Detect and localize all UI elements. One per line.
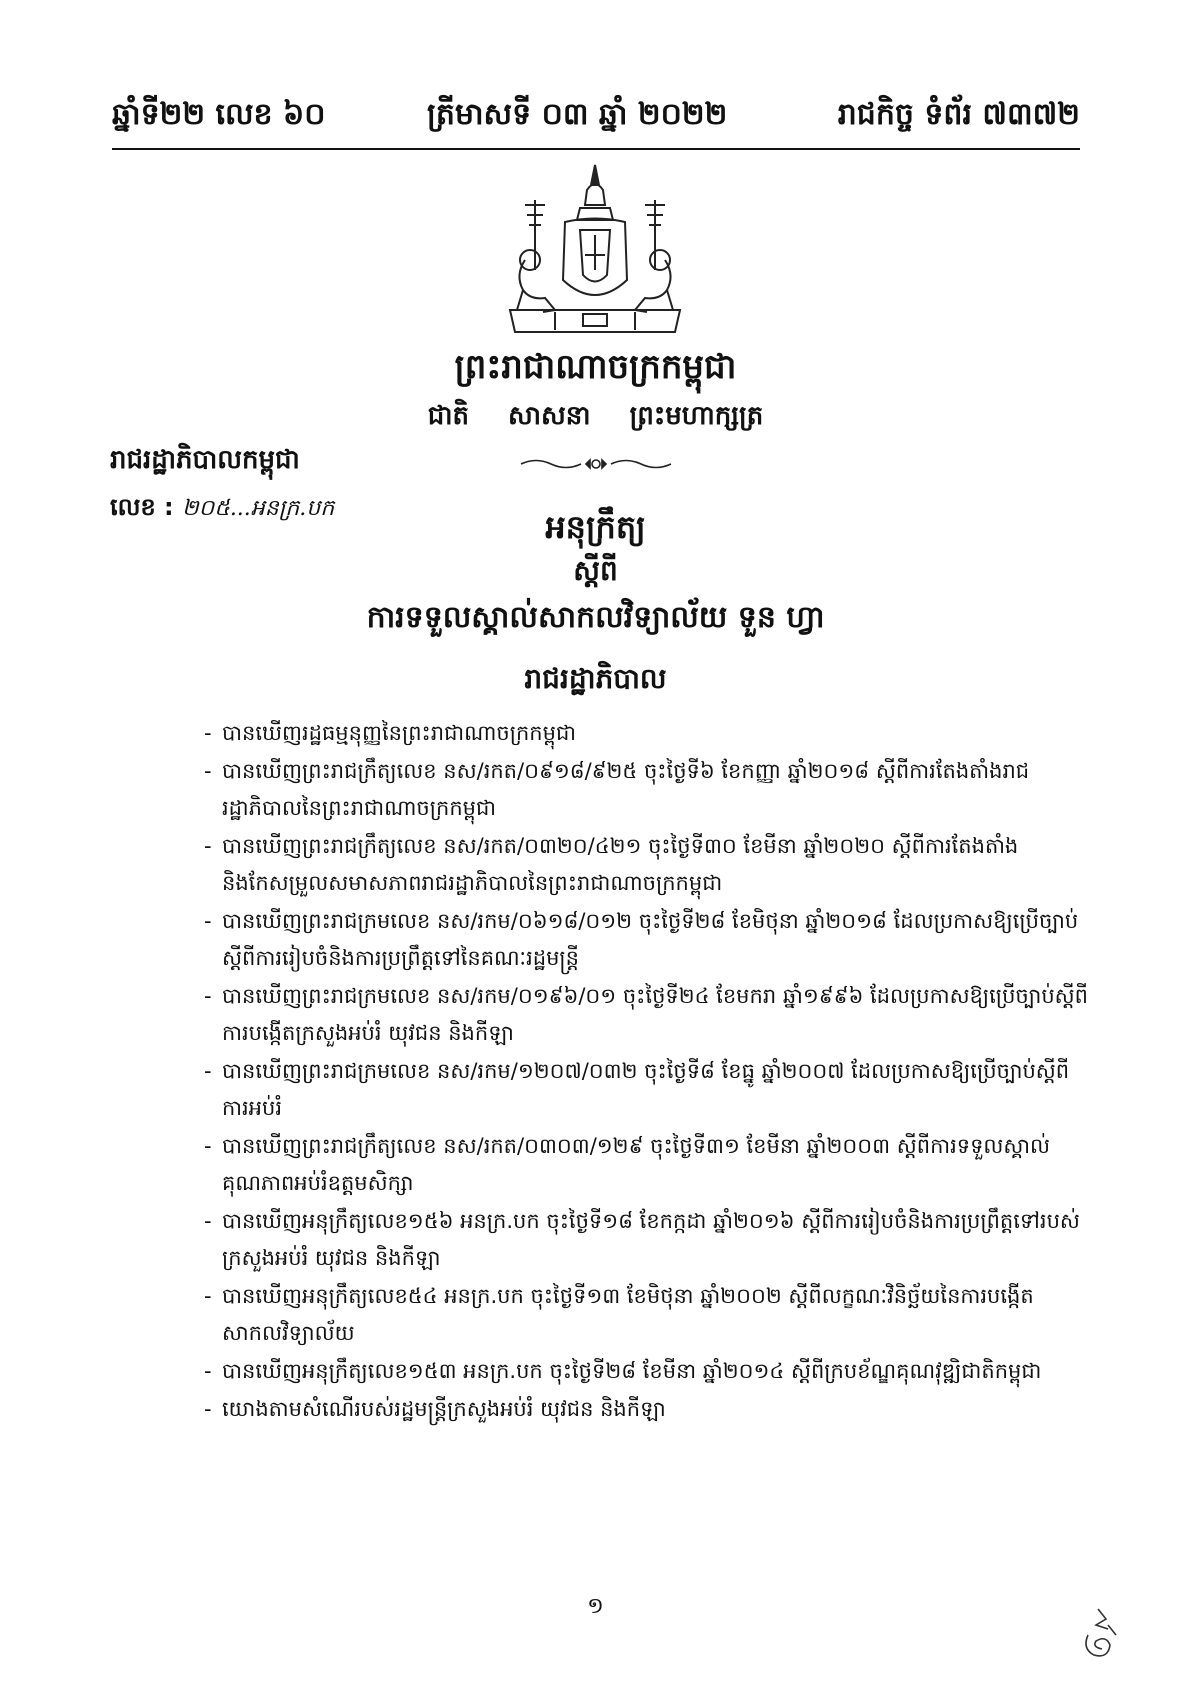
government-label: រាជរដ្ឋាភិបាលកម្ពុជា — [110, 445, 300, 475]
list-item: - បានឃើញអនុក្រឹត្យលេខ១៥៦ អនក្រ.បក ចុះថ្ងៃទី១៨ ខែកក្កដា ឆ្នាំ២០១៦ ស្តីពីការរៀបចំនិងការប្រព្រឹត្តទៅរបស់ក្រសួងអប់រំ យុវជន និងកីឡា — [208, 1203, 1088, 1277]
document-subject: ការទទួលស្គាល់សាកលវិទ្យាល័យ ទួន ហ្វា — [366, 600, 825, 635]
list-item: - យោងតាមសំណើរបស់រដ្ឋមន្ត្រីក្រសួងអប់រំ យុវជន និងកីឡា — [208, 1391, 1088, 1428]
reference-value: ២០៥...អនក្រ.បក — [182, 496, 335, 521]
list-item: - បានឃើញព្រះរាជក្រឹត្យលេខ នស/រកត/០៩១៨/៩២៥ ចុះថ្ងៃទី៦ ខែកញ្ញា ឆ្នាំ២០១៨ ស្តីពីការតែងតាំងរាជរដ្ឋាភិបាលនៃព្រះរាជាណាចក្រកម្ពុជា — [208, 753, 1088, 827]
header-divider — [112, 148, 1080, 150]
gazette-issue: ឆ្នាំទី២២ លេខ ៦០ — [112, 97, 326, 132]
national-motto: ជាតិ សាសនា ព្រះមហាក្សត្រ — [427, 401, 764, 431]
royal-coat-of-arms-icon — [495, 160, 695, 340]
gazette-page: រាជកិច្ច ទំព័រ ៧៣៧២ — [837, 97, 1080, 132]
list-item: - បានឃើញរដ្ឋធម្មនុញ្ញនៃព្រះរាជាណាចក្រកម្ពុជា — [208, 715, 1088, 752]
document-issuer: រាជរដ្ឋាភិបាល — [524, 662, 667, 695]
page-number: ១ — [587, 1594, 604, 1619]
document-about: ស្តីពី — [573, 554, 618, 587]
kingdom-name: ព្រះរាជាណាចក្រកម្ពុជា — [454, 347, 737, 387]
reference-prefix: លេខ : — [110, 493, 174, 521]
list-item: - បានឃើញព្រះរាជក្រមលេខ នស/រកម/១២០៧/០៣២ ចុះថ្ងៃទី៨ ខែធ្នូ ឆ្នាំ២០០៧ ដែលប្រកាសឱ្យប្រើច្បាប់ស្តីពីការអប់រំ — [208, 1053, 1088, 1127]
list-item: - បានឃើញព្រះរាជក្រឹត្យលេខ នស/រកត/០៣២០/៤២១ ចុះថ្ងៃទី៣០ ខែមីនា ឆ្នាំ២០២០ ស្តីពីការតែងតាំង និងកែសម្រួលសមាសភាពរាជរដ្ឋាភិបាលនៃព្រះរាជាណាចក្រកម្ពុជា — [208, 828, 1088, 902]
document-type: អនុក្រឹត្យ — [545, 508, 646, 546]
ornamental-divider — [516, 455, 676, 473]
list-item: - បានឃើញអនុក្រឹត្យលេខ៥៤ អនក្រ.បក ចុះថ្ងៃទី១៣ ខែមិថុនា ឆ្នាំ២០០២ ស្តីពីលក្ខណៈវិនិច្ឆ័យនៃការបង្កើតសាកលវិទ្យាល័យ — [208, 1278, 1088, 1352]
handwritten-initials-icon — [1078, 1605, 1122, 1661]
gazette-header — [112, 95, 1080, 145]
list-item: - បានឃើញព្រះរាជក្រមលេខ នស/រកម/០១៩៦/០១ ចុះថ្ងៃទី២៤ ខែមករា ឆ្នាំ១៩៩៦ ដែលប្រកាសឱ្យប្រើច្បាប់ស្តីពីការបង្កើតក្រសួងអប់រំ យុវជន និងកីឡា — [208, 978, 1088, 1052]
list-item: - បានឃើញព្រះរាជក្រមលេខ នស/រកម/០៦១៨/០១២ ចុះថ្ងៃទី២៨ ខែមិថុនា ឆ្នាំ២០១៨ ដែលប្រកាសឱ្យប្រើច្បាប់ស្តីពីការរៀបចំនិងការប្រព្រឹត្តទៅនៃគណៈរដ្ឋមន្ត្រី — [208, 903, 1088, 977]
list-item: - បានឃើញព្រះរាជក្រឹត្យលេខ នស/រកត/០៣០៣/១២៩ ចុះថ្ងៃទី៣១ ខែមីនា ឆ្នាំ២០០៣ ស្តីពីការទទួលស្គាល់គុណភាពអប់រំឧត្តមសិក្សា — [208, 1128, 1088, 1202]
recitals-list — [208, 715, 1088, 1429]
list-item: - បានឃើញអនុក្រឹត្យលេខ១៥៣ អនក្រ.បក ចុះថ្ងៃទី២៨ ខែមីនា ឆ្នាំ២០១៤ ស្តីពីក្របខ័ណ្ឌគុណវុឌ្ឍិជាតិកម្ពុជា — [208, 1353, 1088, 1390]
gazette-quarter: ត្រីមាសទី ០៣ ឆ្នាំ ២០២២ — [427, 97, 728, 132]
